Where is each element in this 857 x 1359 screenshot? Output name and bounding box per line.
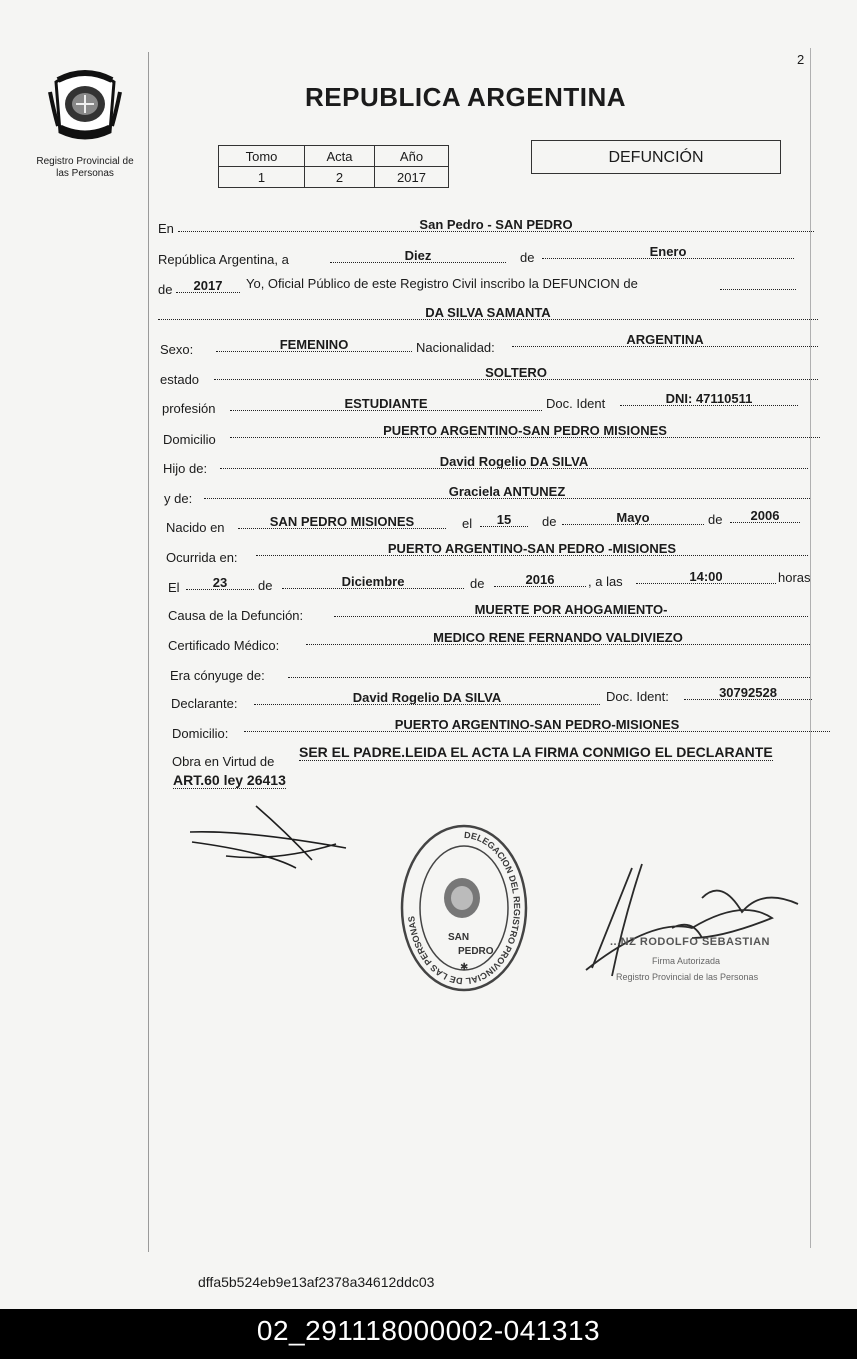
causa-label: Causa de la Defunción:	[168, 608, 304, 623]
page-number: 2	[797, 52, 805, 67]
sexo-label: Sexo:	[160, 342, 194, 357]
year-field: 2017	[176, 279, 240, 293]
sexo-field: FEMENINO	[216, 338, 412, 352]
nacido-label: Nacido en	[166, 520, 225, 535]
declarante-field: David Rogelio DA SILVA	[254, 691, 600, 705]
a-las-label: , a las	[588, 574, 623, 589]
republica-label: República Argentina, a	[158, 252, 289, 267]
birth-day-field: 15	[480, 513, 528, 527]
domicilio2-label: Domicilio:	[172, 726, 229, 741]
profesion-label: profesión	[162, 401, 216, 416]
tomo-header: Tomo	[219, 146, 305, 167]
profesion-field: ESTUDIANTE	[230, 397, 542, 411]
ocurrida-label: Ocurrida en:	[166, 550, 238, 565]
document-hash: dffa5b524eb9e13af2378a34612ddc03	[198, 1274, 435, 1290]
month-field: Enero	[542, 245, 794, 259]
registry-table	[218, 145, 449, 188]
death-day-field: 23	[186, 576, 254, 590]
nac-de2-label: de	[708, 512, 723, 527]
delegation-stamp	[398, 820, 530, 992]
nacionalidad-field: ARGENTINA	[512, 333, 818, 347]
en-label: En	[158, 221, 174, 236]
yo-text: Yo, Oficial Público de este Registro Civil inscribo la DEFUNCION de	[246, 276, 638, 291]
obra-label: Obra en Virtud de	[172, 754, 275, 769]
place-field: San Pedro - SAN PEDRO	[178, 218, 814, 232]
death-month-field: Diciembre	[282, 575, 464, 589]
svg-text:PEDRO: PEDRO	[458, 946, 494, 957]
estado-label: estado	[160, 372, 200, 387]
horas-label: horas	[778, 570, 811, 585]
svg-text:✱: ✱	[460, 962, 469, 973]
tomo-value: 1	[219, 167, 305, 188]
official-org: Registro Provincial de las Personas	[616, 972, 759, 982]
declarant-signature	[186, 802, 350, 874]
svg-text:DELEGACION DEL REGISTRO PROVIN: DELEGACION DEL REGISTRO PROVINCIAL DE LAS PERSONAS	[406, 829, 523, 987]
day-field: Diez	[330, 249, 506, 263]
anio-value: 2017	[375, 167, 449, 188]
document-title: REPUBLICA ARGENTINA	[305, 82, 627, 112]
record-type-box: DEFUNCIÓN	[531, 140, 781, 174]
certificado-field: MEDICO RENE FERNANDO VALDIVIEZO	[306, 631, 810, 645]
def-de1-label: de	[258, 578, 273, 593]
acta-value: 2	[305, 167, 375, 188]
de-label: de	[520, 250, 535, 265]
anio-header: Año	[375, 146, 449, 167]
death-year-field: 2016	[494, 573, 586, 587]
death-time-field: 14:00	[636, 570, 776, 584]
father-field: David Rogelio DA SILVA	[220, 455, 808, 469]
official-role: Firma Autorizada	[652, 956, 721, 966]
domicilio2-field: PUERTO ARGENTINO-SAN PEDRO-MISIONES	[244, 718, 830, 732]
def-de2-label: de	[470, 576, 485, 591]
left-margin-line	[148, 52, 149, 1252]
obra-value-line2: ART.60 ley 26413	[173, 772, 286, 788]
birthplace-field: SAN PEDRO MISIONES	[238, 515, 446, 529]
conyuge-field	[288, 664, 810, 678]
birth-year-field: 2006	[730, 509, 800, 523]
doc-ident-label: Doc. Ident	[546, 396, 606, 411]
estado-field: SOLTERO	[214, 366, 818, 380]
death-place-field: PUERTO ARGENTINO-SAN PEDRO -MISIONES	[256, 542, 808, 556]
hijo-label: Hijo de:	[163, 461, 208, 476]
domicilio-field: PUERTO ARGENTINO-SAN PEDRO MISIONES	[230, 424, 820, 438]
el2-label: El	[168, 580, 180, 595]
official-name: ...NZ RODOLFO SEBASTIAN	[610, 936, 770, 948]
obra-value-line1: SER EL PADRE.LEIDA EL ACTA LA FIRMA CONMIGO EL DECLARANTE	[299, 744, 773, 760]
official-signature	[572, 858, 812, 988]
nacionalidad-label: Nacionalidad:	[416, 340, 495, 355]
causa-field: MUERTE POR AHOGAMIENTO-	[334, 603, 808, 617]
el-label: el	[462, 516, 473, 531]
footer-code-bar: 02_291118000002-041313	[0, 1309, 857, 1359]
de2-label: de	[158, 282, 173, 297]
deceased-name-field: DA SILVA SAMANTA	[158, 306, 818, 320]
doc-ident-field: DNI: 47110511	[620, 392, 798, 406]
yo-trailing-line	[720, 276, 796, 290]
svg-text:SAN: SAN	[448, 932, 470, 943]
mother-field: Graciela ANTUNEZ	[204, 485, 810, 499]
y-de-label: y de:	[164, 491, 193, 506]
decl-doc-label: Doc. Ident:	[606, 689, 669, 704]
decl-doc-field: 30792528	[684, 686, 812, 700]
domicilio-label: Domicilio	[163, 432, 216, 447]
conyuge-label: Era cónyuge de:	[170, 668, 265, 683]
certificado-label: Certificado Médico:	[168, 638, 280, 653]
province-seal-logo	[48, 62, 122, 144]
nac-de1-label: de	[542, 514, 557, 529]
logo-caption: Registro Provincial de las Personas	[36, 156, 134, 179]
declarante-label: Declarante:	[171, 696, 238, 711]
acta-header: Acta	[305, 146, 375, 167]
birth-month-field: Mayo	[562, 511, 704, 525]
